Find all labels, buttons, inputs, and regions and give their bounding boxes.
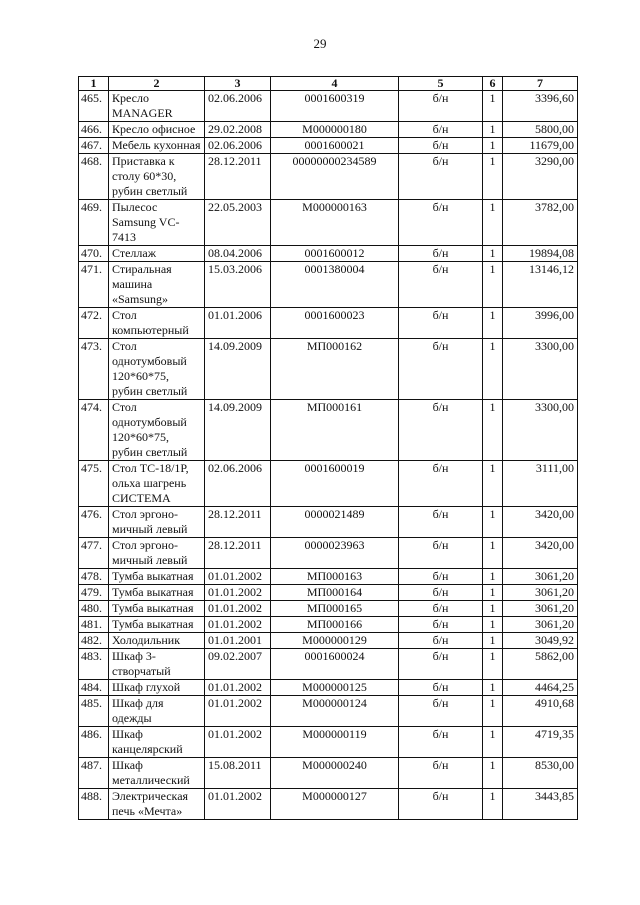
row-number: 484.: [79, 680, 109, 696]
item-date: 01.01.2001: [205, 633, 271, 649]
row-number: 480.: [79, 601, 109, 617]
row-number: 485.: [79, 696, 109, 727]
item-date: 01.01.2002: [205, 727, 271, 758]
item-date: 02.06.2006: [205, 138, 271, 154]
row-number: 473.: [79, 339, 109, 400]
header-row: [79, 77, 578, 91]
amount: 3111,00: [503, 461, 578, 507]
document-number: б/н: [399, 200, 483, 246]
item-name: Пылесос Samsung VC-7413: [109, 200, 205, 246]
row-number: 467.: [79, 138, 109, 154]
amount: 13146,12: [503, 262, 578, 308]
table-row: [79, 617, 578, 633]
table-row: [79, 246, 578, 262]
inventory-code: М000000119: [271, 727, 399, 758]
amount: 3443,85: [503, 789, 578, 820]
amount: 3061,20: [503, 617, 578, 633]
amount: 3300,00: [503, 339, 578, 400]
quantity: 1: [483, 569, 503, 585]
amount: 3300,00: [503, 400, 578, 461]
row-number: 472.: [79, 308, 109, 339]
row-number: 486.: [79, 727, 109, 758]
inventory-code: 0001600012: [271, 246, 399, 262]
row-number: 475.: [79, 461, 109, 507]
item-date: 14.09.2009: [205, 400, 271, 461]
quantity: 1: [483, 680, 503, 696]
quantity: 1: [483, 461, 503, 507]
item-date: 09.02.2007: [205, 649, 271, 680]
quantity: 1: [483, 122, 503, 138]
item-name: Стол однотумбовый 120*60*75, рубин светлый: [109, 400, 205, 461]
quantity: 1: [483, 538, 503, 569]
amount: 3996,00: [503, 308, 578, 339]
document-number: б/н: [399, 601, 483, 617]
item-name: Стеллаж: [109, 246, 205, 262]
item-date: 29.02.2008: [205, 122, 271, 138]
amount: 8530,00: [503, 758, 578, 789]
document-number: б/н: [399, 617, 483, 633]
quantity: 1: [483, 601, 503, 617]
item-date: 01.01.2002: [205, 585, 271, 601]
inventory-code: МП000164: [271, 585, 399, 601]
amount: 3290,00: [503, 154, 578, 200]
quantity: 1: [483, 507, 503, 538]
row-number: 470.: [79, 246, 109, 262]
row-number: 471.: [79, 262, 109, 308]
table-row: [79, 400, 578, 461]
item-name: Кресло MANAGER: [109, 91, 205, 122]
inventory-code: М000000129: [271, 633, 399, 649]
document-number: б/н: [399, 138, 483, 154]
column-header: 7: [503, 77, 578, 91]
inventory-code: 0001600023: [271, 308, 399, 339]
item-name: Стол ТС-18/1Р, ольха шагрень СИСТЕМА: [109, 461, 205, 507]
document-number: б/н: [399, 339, 483, 400]
amount: 3061,20: [503, 601, 578, 617]
table-row: [79, 538, 578, 569]
table-row: [79, 649, 578, 680]
document-number: б/н: [399, 461, 483, 507]
item-date: 01.01.2002: [205, 696, 271, 727]
row-number: 469.: [79, 200, 109, 246]
item-name: Кресло офисное: [109, 122, 205, 138]
item-date: 02.06.2006: [205, 91, 271, 122]
inventory-code: 0001600021: [271, 138, 399, 154]
inventory-code: 00000000234589: [271, 154, 399, 200]
item-date: 01.01.2002: [205, 617, 271, 633]
item-name: Стол эргоно-мичный левый: [109, 507, 205, 538]
document-number: б/н: [399, 649, 483, 680]
inventory-code: М000000125: [271, 680, 399, 696]
amount: 3396,60: [503, 91, 578, 122]
item-name: Холодильник: [109, 633, 205, 649]
row-number: 468.: [79, 154, 109, 200]
table-row: [79, 262, 578, 308]
item-date: 14.09.2009: [205, 339, 271, 400]
item-date: 01.01.2002: [205, 789, 271, 820]
row-number: 477.: [79, 538, 109, 569]
quantity: 1: [483, 758, 503, 789]
item-date: 08.04.2006: [205, 246, 271, 262]
column-header: 3: [205, 77, 271, 91]
document-number: б/н: [399, 585, 483, 601]
table-row: [79, 585, 578, 601]
table-row: [79, 680, 578, 696]
row-number: 465.: [79, 91, 109, 122]
document-number: б/н: [399, 154, 483, 200]
table-row: [79, 789, 578, 820]
table-row: [79, 569, 578, 585]
document-number: б/н: [399, 507, 483, 538]
column-header: 4: [271, 77, 399, 91]
item-name: Стол компьютерный: [109, 308, 205, 339]
document-number: б/н: [399, 122, 483, 138]
item-name: Электрическая печь «Мечта»: [109, 789, 205, 820]
row-number: 476.: [79, 507, 109, 538]
document-number: б/н: [399, 758, 483, 789]
row-number: 482.: [79, 633, 109, 649]
amount: 4464,25: [503, 680, 578, 696]
row-number: 481.: [79, 617, 109, 633]
table-row: [79, 601, 578, 617]
row-number: 466.: [79, 122, 109, 138]
document-number: б/н: [399, 680, 483, 696]
inventory-code: М000000127: [271, 789, 399, 820]
document-number: б/н: [399, 308, 483, 339]
item-name: Шкаф для одежды: [109, 696, 205, 727]
quantity: 1: [483, 617, 503, 633]
item-date: 01.01.2002: [205, 569, 271, 585]
inventory-code: М000000240: [271, 758, 399, 789]
table-row: [79, 200, 578, 246]
quantity: 1: [483, 138, 503, 154]
column-header: 6: [483, 77, 503, 91]
inventory-code: 0001600319: [271, 91, 399, 122]
row-number: 483.: [79, 649, 109, 680]
table-row: [79, 122, 578, 138]
item-date: 01.01.2002: [205, 680, 271, 696]
table-row: [79, 154, 578, 200]
row-number: 479.: [79, 585, 109, 601]
inventory-code: М000000124: [271, 696, 399, 727]
item-name: Стиральная машина «Samsung»: [109, 262, 205, 308]
quantity: 1: [483, 585, 503, 601]
inventory-code: МП000162: [271, 339, 399, 400]
quantity: 1: [483, 727, 503, 758]
column-header: 5: [399, 77, 483, 91]
amount: 4910,68: [503, 696, 578, 727]
amount: 3049,92: [503, 633, 578, 649]
item-name: Тумба выкатная: [109, 601, 205, 617]
item-name: Шкаф 3-створчатый: [109, 649, 205, 680]
item-date: 28.12.2011: [205, 538, 271, 569]
document-number: б/н: [399, 789, 483, 820]
column-header: 1: [79, 77, 109, 91]
table-row: [79, 507, 578, 538]
inventory-code: МП000161: [271, 400, 399, 461]
amount: 5800,00: [503, 122, 578, 138]
item-name: Тумба выкатная: [109, 569, 205, 585]
inventory-code: М000000180: [271, 122, 399, 138]
table-row: [79, 633, 578, 649]
row-number: 488.: [79, 789, 109, 820]
inventory-code: 0000021489: [271, 507, 399, 538]
inventory-code: 0001600024: [271, 649, 399, 680]
quantity: 1: [483, 200, 503, 246]
inventory-code: МП000166: [271, 617, 399, 633]
table-row: [79, 308, 578, 339]
document-number: б/н: [399, 262, 483, 308]
amount: 3061,20: [503, 585, 578, 601]
inventory-code: М000000163: [271, 200, 399, 246]
item-date: 22.05.2003: [205, 200, 271, 246]
amount: 3782,00: [503, 200, 578, 246]
page-number: 29: [313, 36, 327, 51]
amount: 5862,00: [503, 649, 578, 680]
amount: 3061,20: [503, 569, 578, 585]
quantity: 1: [483, 339, 503, 400]
document-number: б/н: [399, 91, 483, 122]
quantity: 1: [483, 154, 503, 200]
item-date: 01.01.2002: [205, 601, 271, 617]
inventory-code: 0000023963: [271, 538, 399, 569]
document-number: б/н: [399, 569, 483, 585]
quantity: 1: [483, 696, 503, 727]
document-number: б/н: [399, 246, 483, 262]
table-row: [79, 461, 578, 507]
column-header: 2: [109, 77, 205, 91]
row-number: 487.: [79, 758, 109, 789]
item-name: Тумба выкатная: [109, 617, 205, 633]
item-name: Мебель кухонная: [109, 138, 205, 154]
item-name: Стол однотумбовый 120*60*75, рубин светлый: [109, 339, 205, 400]
item-date: 28.12.2011: [205, 507, 271, 538]
inventory-table: [78, 76, 578, 820]
amount: 3420,00: [503, 538, 578, 569]
quantity: 1: [483, 246, 503, 262]
amount: 4719,35: [503, 727, 578, 758]
document-number: б/н: [399, 400, 483, 461]
table-row: [79, 339, 578, 400]
item-name: Стол эргоно-мичный левый: [109, 538, 205, 569]
inventory-code: 0001380004: [271, 262, 399, 308]
quantity: 1: [483, 633, 503, 649]
inventory-code: МП000165: [271, 601, 399, 617]
item-date: 15.03.2006: [205, 262, 271, 308]
table-body: [79, 91, 578, 820]
table-row: [79, 696, 578, 727]
item-name: Приставка к столу 60*30, рубин светлый: [109, 154, 205, 200]
item-date: 28.12.2011: [205, 154, 271, 200]
table-row: [79, 91, 578, 122]
item-date: 02.06.2006: [205, 461, 271, 507]
amount: 3420,00: [503, 507, 578, 538]
document-number: б/н: [399, 538, 483, 569]
quantity: 1: [483, 400, 503, 461]
document-number: б/н: [399, 727, 483, 758]
inventory-code: 0001600019: [271, 461, 399, 507]
item-name: Шкаф глухой: [109, 680, 205, 696]
quantity: 1: [483, 91, 503, 122]
item-name: Шкаф канцелярский: [109, 727, 205, 758]
document-number: б/н: [399, 696, 483, 727]
document-number: б/н: [399, 633, 483, 649]
quantity: 1: [483, 789, 503, 820]
amount: 11679,00: [503, 138, 578, 154]
row-number: 478.: [79, 569, 109, 585]
table-row: [79, 138, 578, 154]
quantity: 1: [483, 262, 503, 308]
item-name: Шкаф металлический: [109, 758, 205, 789]
quantity: 1: [483, 308, 503, 339]
table-row: [79, 758, 578, 789]
table-row: [79, 727, 578, 758]
item-date: 15.08.2011: [205, 758, 271, 789]
row-number: 474.: [79, 400, 109, 461]
amount: 19894,08: [503, 246, 578, 262]
quantity: 1: [483, 649, 503, 680]
inventory-code: МП000163: [271, 569, 399, 585]
item-date: 01.01.2006: [205, 308, 271, 339]
item-name: Тумба выкатная: [109, 585, 205, 601]
